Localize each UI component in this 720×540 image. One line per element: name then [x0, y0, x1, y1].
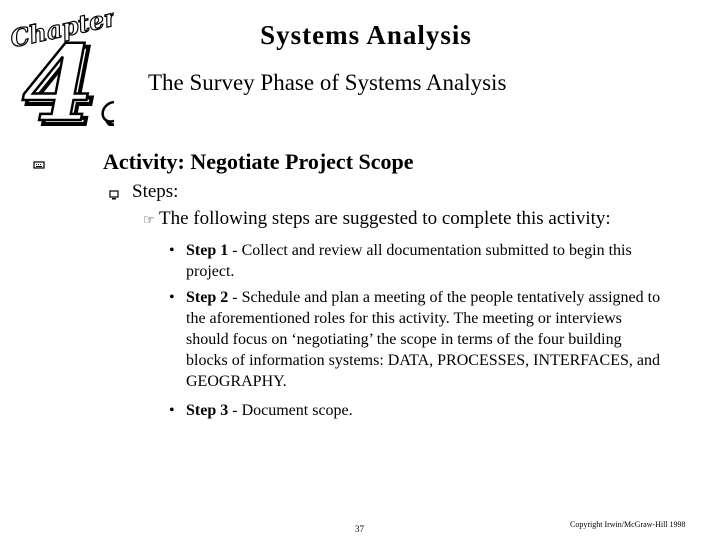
dot-bullet-icon: • [169, 289, 175, 306]
logo-number-shadow: 4 [26, 26, 99, 126]
step-item [169, 240, 666, 282]
slide-title: Systems Analysis [260, 20, 472, 50]
step-text: - Document scope. [228, 402, 353, 419]
steps-intro: The following steps are suggested to complete this activity: [159, 208, 611, 229]
logo-number: 4 [22, 22, 95, 126]
dot-bullet-icon: • [169, 402, 175, 419]
step-label: Step 2 [186, 289, 229, 306]
dot-bullet-icon: • [169, 242, 175, 259]
step-text: - Collect and review all documentation submitted to begin this project. [186, 242, 632, 280]
step-item [169, 400, 666, 421]
step-label: Step 1 [186, 242, 229, 259]
activity-heading: Activity: Negotiate Project Scope [103, 149, 414, 174]
keyboard-bullet-icon [33, 159, 45, 171]
steps-label: Steps: [132, 181, 179, 202]
copyright-notice: Copyright Irwin/McGraw-Hill 1998 [570, 520, 686, 529]
step-text: - Schedule and plan a meeting of the people tentatively assigned to the aforementioned roles for this activity. The meeting or interviews should focus on ‘negotiating’ the scope in terms of the four building blocks of information systems: DATA, PROCESSES, INTERFACES, and GEOGRAPHY. [186, 289, 661, 390]
slide-subtitle: The Survey Phase of Systems Analysis [148, 70, 507, 95]
step-item [169, 287, 666, 392]
monitor-bullet-icon [109, 190, 119, 200]
step-label: Step 3 [186, 402, 229, 419]
logo-word: Chapter [7, 2, 114, 54]
pointing-hand-icon: ☞ [143, 212, 155, 227]
page-number: 37 [355, 524, 364, 534]
